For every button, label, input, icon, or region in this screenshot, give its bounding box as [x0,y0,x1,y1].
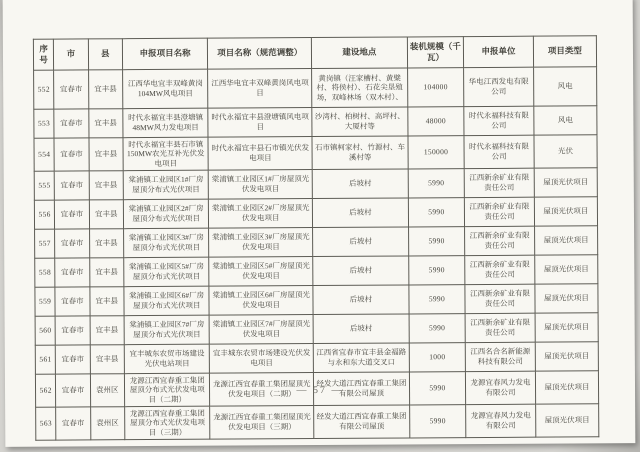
cell-declared_name: 时代永福宜丰县澄塘镇48MW风力发电项目 [123,108,209,138]
cell-applicant: 时代永福科技有限公司 [464,135,534,168]
cell-applicant: 龙源宜春风力发电有限公司 [466,404,536,437]
cell-county: 宜丰县 [89,200,124,229]
table-row [35,226,598,258]
cell-county: 袁州区 [90,407,125,440]
cell-no: 552 [34,70,55,109]
cell-adjusted_name: 棠浦镇工业园区5#厂房屋顶光伏发电项目 [209,257,313,287]
cell-city: 宜春市 [54,138,89,171]
cell-applicant: 江西新余矿业有限责任公司 [464,168,534,197]
cell-declared_name: 江西华电宜丰双峰黄岗104MW风电项目 [122,69,208,109]
table-header-row [33,36,596,70]
cell-applicant: 江西新余矿业有限责任公司 [465,313,535,342]
cell-county: 宜丰县 [90,345,125,374]
cell-applicant: 江西名合名新能源科技有限公司 [465,342,535,371]
cell-declared_name: 时代永福宜丰县石市镇150MW农光互补光伏发电项目 [123,137,209,171]
cell-applicant: 时代永福科技有限公司 [464,106,534,135]
cell-adjusted_name: 龙源江西宜春重工集团屋顶光伏发电项目（二期） [210,373,314,407]
cell-location: 后坡村 [313,314,409,344]
cell-capacity_kw: 5990 [408,227,464,256]
cell-no: 563 [36,407,56,440]
cell-adjusted_name: 时代永福宜丰县澄塘镇风电项目 [208,108,312,138]
cell-declared_name: 棠浦镇工业园区7#厂房屋顶分布式光伏项目 [124,315,210,345]
cell-capacity_kw: 5990 [409,405,465,438]
cell-declared_name: 宜丰城东农贸市场建设光伏电站项目 [124,344,210,374]
page-number: — 57 — [296,384,344,397]
cell-adjusted_name: 龙源江西宜春重工集团屋顶光伏发电项目（三期） [210,406,314,440]
cell-adjusted_name: 棠浦镇工业园区7#厂房屋顶光伏发电项目 [210,315,314,345]
cell-location: 后坡村 [313,256,409,286]
cell-capacity_kw: 48000 [408,107,464,136]
table-row [35,284,598,316]
cell-capacity_kw: 5990 [409,285,465,314]
table-row [35,313,598,345]
table-row [35,342,598,374]
cell-city: 宜春市 [56,374,91,407]
cell-capacity_kw: 5990 [409,314,465,343]
cell-city: 宜春市 [55,258,90,287]
cell-county: 宜丰县 [89,229,124,258]
cell-adjusted_name: 棠浦镇工业园区2#厂房屋顶光伏发电项目 [209,199,313,229]
cell-city: 宜春市 [55,316,90,345]
cell-location: 后坡村 [313,285,409,315]
cell-city: 宜春市 [55,287,90,316]
cell-no: 556 [34,200,54,229]
cell-type: 屋顶光伏项目 [534,197,597,226]
cell-location: 后坡村 [313,227,409,257]
cell-declared_name: 龙源江西宜春重工集团屋顶分布式光伏发电项目（三期） [125,406,211,440]
cell-type: 屋顶光伏项目 [536,404,599,437]
cell-city: 宜春市 [55,200,90,229]
cell-no: 559 [35,287,55,316]
cell-type: 屋顶光伏项目 [535,371,598,404]
projects-table [33,35,599,440]
cell-applicant: 江西新余矿业有限责任公司 [465,255,535,284]
column-header-4: 项目名称（规范调整） [208,38,312,70]
cell-no: 561 [35,345,55,374]
cell-capacity_kw: 104000 [407,68,464,107]
cell-adjusted_name: 棠浦镇工业园区6#厂房屋顶光伏发电项目 [209,286,313,316]
column-header-7: 申报单位 [463,36,533,67]
table-row [35,255,598,287]
cell-type: 屋顶光伏项目 [535,342,598,371]
cell-no: 557 [35,229,55,258]
cell-applicant: 江西新余矿业有限责任公司 [465,284,535,313]
cell-no: 554 [34,138,54,171]
column-header-0: 序号 [33,39,53,70]
cell-type: 风电 [533,67,596,106]
cell-adjusted_name: 宜丰城东农贸市场建设光伏发电项目 [210,344,314,374]
cell-county: 宜丰县 [90,316,125,345]
cell-city: 宜春市 [56,345,91,374]
table-row [34,168,597,200]
cell-adjusted_name: 时代永福宜丰县石市镇光伏发电项目 [208,137,312,171]
cell-location: 后坡村 [312,198,408,228]
cell-capacity_kw: 5990 [408,169,464,198]
cell-declared_name: 棠浦镇工业园区6#厂房屋顶分布式光伏项目 [124,286,210,316]
cell-type: 屋顶光伏项目 [534,226,597,255]
cell-type: 屋顶光伏项目 [535,284,598,313]
cell-applicant: 华电江西发电有限公司 [464,67,534,106]
cell-county: 宜丰县 [88,109,123,138]
table-row [34,106,597,138]
column-header-5: 建设地点 [311,37,407,69]
cell-county: 宜丰县 [88,70,123,109]
cell-city: 宜春市 [54,109,89,138]
cell-county: 宜丰县 [89,171,124,200]
cell-applicant: 龙源宜春风力发电有限公司 [466,371,536,404]
cell-location: 黄岗镇（汪家槽村、黄檗村、将侯村）、石花尖垦殖场，双峰林场（双木村）、 [312,68,408,108]
projects-table-wrap [33,35,599,440]
cell-adjusted_name: 棠浦镇工业园区3#厂房屋顶光伏发电项目 [209,228,313,258]
cell-capacity_kw: 1000 [409,343,465,372]
cell-county: 宜丰县 [89,258,124,287]
cell-capacity_kw: 5990 [409,256,465,285]
cell-declared_name: 棠浦镇工业园区2#厂房屋顶分布式光伏项目 [123,199,209,229]
cell-type: 屋顶光伏项目 [535,313,598,342]
cell-location: 沙湾村、柏树村、高坪村、大厦村等 [312,107,408,137]
cell-no: 553 [34,109,54,138]
cell-location: 经发大道江西宜春重工集团有限公司屋顶 [314,405,410,439]
column-header-2: 县 [88,39,123,70]
cell-no: 560 [35,316,55,345]
cell-no: 562 [35,374,55,407]
cell-county: 宜丰县 [89,138,124,171]
cell-county: 袁州区 [90,374,125,407]
cell-declared_name: 棠浦镇工业园区3#厂房屋顶分布式光伏项目 [123,228,209,258]
cell-capacity_kw: 5990 [408,198,464,227]
cell-city: 宜春市 [55,229,90,258]
table-row [36,404,599,440]
scanned-page [3,0,636,447]
cell-adjusted_name: 棠浦镇工业园区1#厂房屋顶光伏发电项目 [209,170,313,200]
column-header-6: 装机规模（千瓦） [407,37,463,68]
cell-city: 宜春市 [54,171,89,200]
cell-capacity_kw: 150000 [408,136,464,169]
cell-adjusted_name: 江西华电宜丰双峰黄岗风电项目 [208,69,312,109]
cell-county: 宜丰县 [89,287,124,316]
cell-type: 光伏 [534,135,597,168]
cell-location: 江西省宜春市宜丰县金福路与永和东大道交叉口 [313,343,409,373]
cell-no: 555 [34,171,54,200]
cell-no: 558 [35,258,55,287]
cell-location: 石市镇柯家村、竹源村、车溪村等 [312,136,408,170]
table-row [34,135,597,171]
cell-applicant: 江西新余矿业有限责任公司 [464,197,534,226]
table-row [34,197,597,229]
cell-location: 经发大道江西宜春重工集团有限公司屋顶 [314,372,410,406]
cell-type: 屋顶光伏项目 [534,168,597,197]
cell-city: 宜春市 [56,407,91,440]
cell-type: 屋顶光伏项目 [535,255,598,284]
cell-applicant: 江西新余矿业有限责任公司 [465,226,535,255]
cell-declared_name: 棠浦镇工业园区1#厂房屋顶分布式光伏项目 [123,170,209,200]
table-row [34,67,597,109]
cell-declared_name: 棠浦镇工业园区5#厂房屋顶分布式光伏项目 [124,257,210,287]
column-header-3: 申报项目名称 [122,38,208,70]
cell-capacity_kw: 5990 [409,372,465,405]
column-header-8: 项目类型 [533,36,596,67]
cell-location: 后坡村 [312,169,408,199]
cell-city: 宜春市 [54,70,89,109]
column-header-1: 市 [54,39,89,70]
cell-type: 风电 [534,106,597,135]
cell-declared_name: 龙源江西宜春重工集团屋顶分布式光伏发电项目（二期） [124,373,210,407]
